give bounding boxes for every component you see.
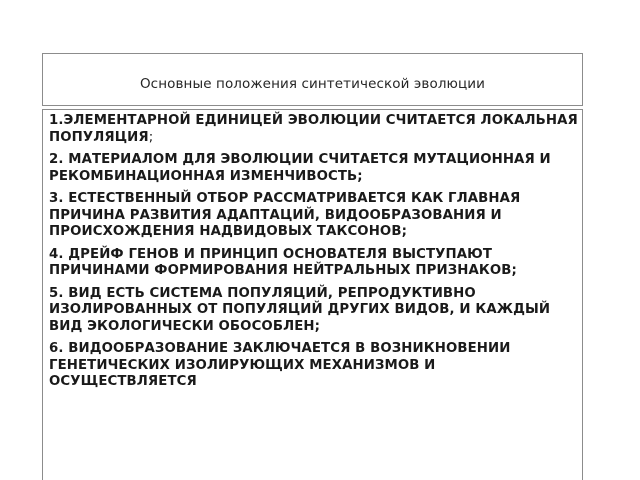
title-box: [42, 53, 583, 106]
list-item-6-text: 6. ВИДООБРАЗОВАНИЕ ЗАКЛЮЧАЕТСЯ В ВОЗНИКНОВЕНИИ ГЕНЕТИЧЕСКИХ ИЗОЛИРУЮЩИХ МЕХАНИЗМОВ И ОСУЩЕСТВЛЯЕТСЯ: [49, 341, 511, 389]
list-item-1-tail: ;: [148, 129, 154, 145]
list-item-5-text: 5. ВИД ЕСТЬ СИСТЕМА ПОПУЛЯЦИЙ, РЕПРОДУКТИВНО ИЗОЛИРОВАННЫХ ОТ ПОПУЛЯЦИЙ ДРУГИХ ВИДОВ, И КАЖДЫЙ ВИД ЭКОЛОГИЧЕСКИ ОБОСОБЛЕН;: [49, 285, 551, 334]
list-item-4-text: 4. ДРЕЙФ ГЕНОВ И ПРИНЦИП ОСНОВАТЕЛЯ ВЫСТУПАЮТ ПРИЧИНАМИ ФОРМИРОВАНИЯ НЕЙТРАЛЬНЫХ ПРИЗНАКОВ;: [49, 246, 517, 278]
list-item-2-text: 2. МАТЕРИАЛОМ ДЛЯ ЭВОЛЮЦИИ СЧИТАЕТСЯ МУТАЦИОННАЯ И РЕКОМБИНАЦИОННАЯ ИЗМЕНЧИВОСТЬ;: [49, 152, 551, 184]
list-item-6: [49, 341, 578, 391]
list-item-1: [49, 113, 578, 146]
list-item-3: [49, 191, 578, 241]
list-item-5: [49, 286, 578, 336]
list-item-4: [49, 247, 578, 280]
slide-title: Основные положения синтетической эволюции: [139, 75, 486, 92]
list-item-1-text: 1.ЭЛЕМЕНТАРНОЙ ЕДИНИЦЕЙ ЭВОЛЮЦИИ СЧИТАЕТСЯ ЛОКАЛЬНАЯ ПОПУЛЯЦИЯ: [49, 113, 578, 145]
list-item-2: [49, 152, 578, 185]
content-box: [42, 109, 583, 480]
list-item-3-text: 3. ЕСТЕСТВЕННЫЙ ОТБОР РАССМАТРИВАЕТСЯ КАК ГЛАВНАЯ ПРИЧИНА РАЗВИТИЯ АДАПТАЦИЙ, ВИДООБРАЗОВАНИЯ И ПРОИСХОЖДЕНИЯ НАДВИДОВЫХ ТАКСОНОВ;: [49, 191, 521, 239]
